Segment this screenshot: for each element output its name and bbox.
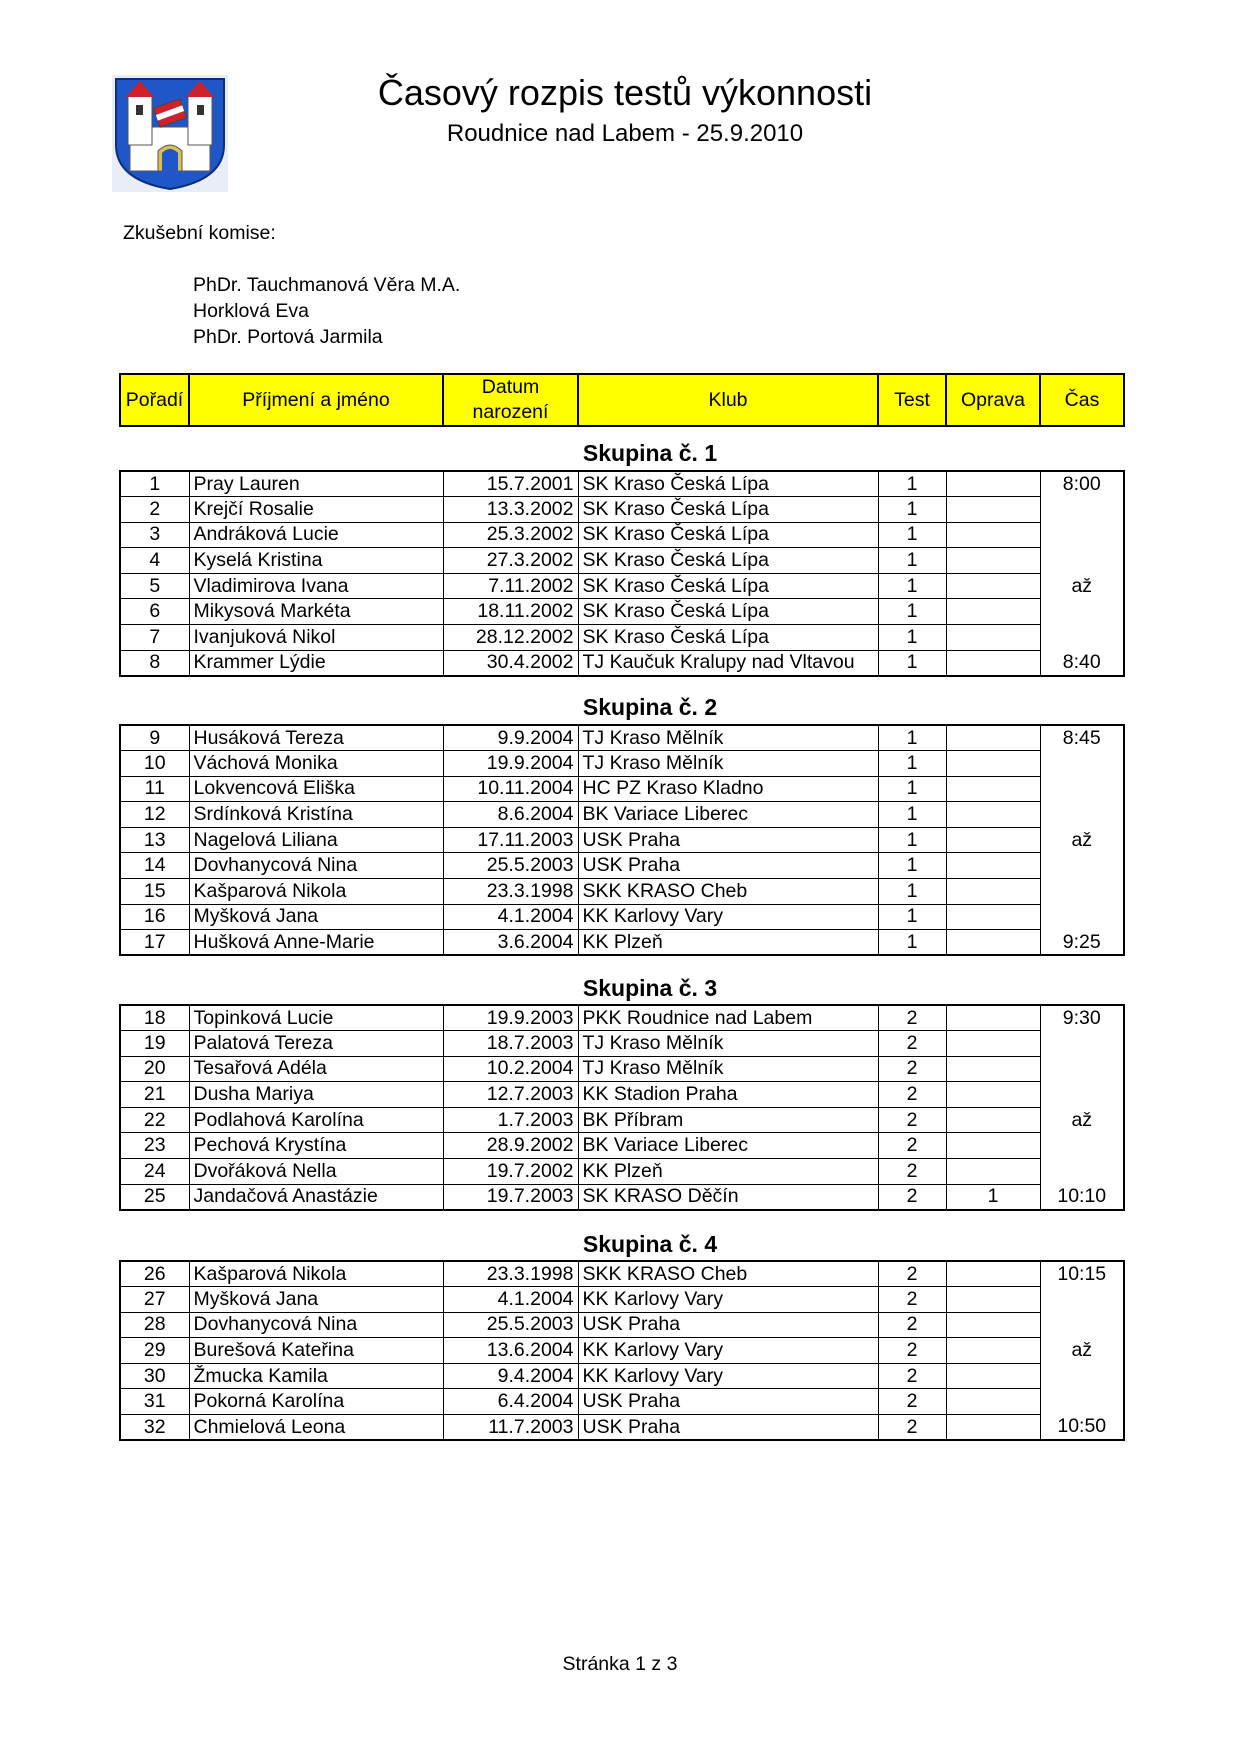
cell-birth-date: 25.5.2003 — [443, 853, 578, 879]
cell-correction — [946, 650, 1040, 676]
cell-correction — [946, 599, 1040, 625]
cell-club: KK Karlovy Vary — [578, 904, 878, 930]
table-row — [120, 1005, 1124, 1031]
cell-correction — [946, 522, 1040, 548]
cell-name: Nagelová Liliana — [189, 827, 443, 853]
commission-member: PhDr. Tauchmanová Věra M.A. — [193, 274, 461, 296]
cell-birth-date: 19.9.2003 — [443, 1005, 578, 1031]
cell-correction — [946, 879, 1040, 905]
cell-birth-date: 18.11.2002 — [443, 599, 578, 625]
cell-name: Kyselá Kristina — [189, 548, 443, 574]
cell-club: SKK KRASO Cheb — [578, 1261, 878, 1287]
cell-time — [1040, 1159, 1124, 1185]
header-time: Čas — [1040, 374, 1124, 426]
header-birth-line2: narození — [472, 401, 549, 423]
cell-order: 27 — [120, 1287, 189, 1313]
cell-name: Myšková Jana — [189, 904, 443, 930]
cell-name: Vladimirova Ivana — [189, 573, 443, 599]
cell-club: SK Kraso Česká Lípa — [578, 522, 878, 548]
table-row — [120, 497, 1124, 523]
cell-test: 2 — [878, 1261, 946, 1287]
table-row — [120, 1287, 1124, 1313]
group-table — [119, 724, 1125, 956]
cell-correction: 1 — [946, 1184, 1040, 1210]
cell-test: 1 — [878, 497, 946, 523]
table-row — [120, 1082, 1124, 1108]
table-row — [120, 650, 1124, 676]
cell-time — [1040, 625, 1124, 651]
cell-test: 2 — [878, 1363, 946, 1389]
cell-time — [1040, 1082, 1124, 1108]
cell-birth-date: 19.7.2003 — [443, 1184, 578, 1210]
cell-time — [1040, 1133, 1124, 1159]
cell-time: 9:30 — [1040, 1005, 1124, 1031]
cell-club: USK Praha — [578, 1312, 878, 1338]
page-number: Stránka 1 z 3 — [562, 1653, 678, 1675]
table-row — [120, 853, 1124, 879]
cell-name: Ivanjuková Nikol — [189, 625, 443, 651]
table-header — [119, 373, 1125, 427]
cell-club: KK Karlovy Vary — [578, 1338, 878, 1364]
cell-test: 1 — [878, 573, 946, 599]
cell-club: USK Praha — [578, 1415, 878, 1441]
cell-order: 24 — [120, 1159, 189, 1185]
cell-order: 7 — [120, 625, 189, 651]
table-row — [120, 904, 1124, 930]
cell-time: 8:45 — [1040, 725, 1124, 751]
cell-birth-date: 23.3.1998 — [443, 879, 578, 905]
cell-correction — [946, 1261, 1040, 1287]
cell-club: SKK KRASO Cheb — [578, 879, 878, 905]
cell-club: SK Kraso Česká Lípa — [578, 548, 878, 574]
cell-order: 3 — [120, 522, 189, 548]
cell-name: Žmucka Kamila — [189, 1363, 443, 1389]
table-row — [120, 522, 1124, 548]
table-row — [120, 599, 1124, 625]
cell-order: 14 — [120, 853, 189, 879]
cell-correction — [946, 853, 1040, 879]
table-row — [120, 1107, 1124, 1133]
cell-order: 30 — [120, 1363, 189, 1389]
cell-name: Andráková Lucie — [189, 522, 443, 548]
cell-name: Krejčí Rosalie — [189, 497, 443, 523]
cell-test: 1 — [878, 930, 946, 956]
cell-time — [1040, 776, 1124, 802]
cell-name: Lokvencová Eliška — [189, 776, 443, 802]
cell-test: 2 — [878, 1133, 946, 1159]
table-row — [120, 802, 1124, 828]
cell-time: až — [1040, 573, 1124, 599]
table-row — [120, 1031, 1124, 1057]
cell-club: SK Kraso Česká Lípa — [578, 471, 878, 497]
table-row — [120, 776, 1124, 802]
cell-time: 8:00 — [1040, 471, 1124, 497]
cell-birth-date: 17.11.2003 — [443, 827, 578, 853]
cell-test: 1 — [878, 650, 946, 676]
cell-correction — [946, 1082, 1040, 1108]
cell-correction — [946, 1056, 1040, 1082]
cell-birth-date: 19.7.2002 — [443, 1159, 578, 1185]
cell-correction — [946, 1287, 1040, 1313]
cell-time — [1040, 1287, 1124, 1313]
cell-name: Podlahová Karolína — [189, 1107, 443, 1133]
group-table — [119, 1260, 1125, 1441]
table-row — [120, 471, 1124, 497]
cell-birth-date: 28.12.2002 — [443, 625, 578, 651]
cell-club: PKK Roudnice nad Labem — [578, 1005, 878, 1031]
table-row — [120, 1133, 1124, 1159]
table-row — [120, 1261, 1124, 1287]
cell-correction — [946, 776, 1040, 802]
cell-order: 9 — [120, 725, 189, 751]
cell-correction — [946, 1338, 1040, 1364]
cell-test: 2 — [878, 1184, 946, 1210]
cell-time: až — [1040, 1338, 1124, 1364]
header-birth-line1: Datum — [481, 376, 540, 398]
cell-time — [1040, 1056, 1124, 1082]
cell-name: Krammer Lýdie — [189, 650, 443, 676]
cell-correction — [946, 1363, 1040, 1389]
header-club: Klub — [578, 374, 878, 426]
table-row — [120, 1312, 1124, 1338]
cell-birth-date: 9.9.2004 — [443, 725, 578, 751]
cell-correction — [946, 1415, 1040, 1441]
cell-name: Pokorná Karolína — [189, 1389, 443, 1415]
header-birth-date — [443, 374, 578, 426]
cell-correction — [946, 497, 1040, 523]
cell-correction — [946, 1005, 1040, 1031]
cell-birth-date: 30.4.2002 — [443, 650, 578, 676]
cell-order: 5 — [120, 573, 189, 599]
cell-birth-date: 4.1.2004 — [443, 904, 578, 930]
cell-name: Pechová Krystína — [189, 1133, 443, 1159]
cell-name: Husáková Tereza — [189, 725, 443, 751]
cell-club: KK Plzeň — [578, 1159, 878, 1185]
cell-birth-date: 23.3.1998 — [443, 1261, 578, 1287]
table-row — [120, 548, 1124, 574]
cell-test: 1 — [878, 548, 946, 574]
cell-club: USK Praha — [578, 827, 878, 853]
cell-time: 8:40 — [1040, 650, 1124, 676]
table-row — [120, 1415, 1124, 1441]
cell-name: Tesařová Adéla — [189, 1056, 443, 1082]
cell-birth-date: 7.11.2002 — [443, 573, 578, 599]
cell-correction — [946, 573, 1040, 599]
cell-time — [1040, 1389, 1124, 1415]
cell-order: 2 — [120, 497, 189, 523]
cell-name: Dovhanycová Nina — [189, 853, 443, 879]
cell-test: 2 — [878, 1056, 946, 1082]
cell-name: Kašparová Nikola — [189, 879, 443, 905]
cell-test: 2 — [878, 1107, 946, 1133]
cell-birth-date: 10.11.2004 — [443, 776, 578, 802]
group-title: Skupina č. 2 — [582, 694, 718, 720]
cell-club: SK Kraso Česká Lípa — [578, 625, 878, 651]
cell-name: Dusha Mariya — [189, 1082, 443, 1108]
cell-name: Topinková Lucie — [189, 1005, 443, 1031]
cell-club: KK Stadion Praha — [578, 1082, 878, 1108]
table-row — [120, 1338, 1124, 1364]
cell-order: 15 — [120, 879, 189, 905]
cell-test: 1 — [878, 827, 946, 853]
cell-time — [1040, 879, 1124, 905]
cell-test: 1 — [878, 853, 946, 879]
cell-order: 10 — [120, 751, 189, 777]
cell-time: 10:15 — [1040, 1261, 1124, 1287]
commission-members — [193, 272, 460, 350]
cell-time — [1040, 599, 1124, 625]
group-title: Skupina č. 1 — [582, 440, 718, 466]
cell-birth-date: 15.7.2001 — [443, 471, 578, 497]
cell-birth-date: 28.9.2002 — [443, 1133, 578, 1159]
page-title: Časový rozpis testů výkonnosti — [377, 72, 873, 113]
cell-birth-date: 19.9.2004 — [443, 751, 578, 777]
cell-time — [1040, 1031, 1124, 1057]
cell-test: 1 — [878, 599, 946, 625]
cell-time — [1040, 802, 1124, 828]
cell-club: SK Kraso Česká Lípa — [578, 599, 878, 625]
cell-order: 4 — [120, 548, 189, 574]
cell-club: USK Praha — [578, 853, 878, 879]
cell-name: Srdínková Kristína — [189, 802, 443, 828]
cell-time: 9:25 — [1040, 930, 1124, 956]
table-row — [120, 625, 1124, 651]
cell-test: 2 — [878, 1031, 946, 1057]
cell-birth-date: 13.6.2004 — [443, 1338, 578, 1364]
cell-name: Mikysová Markéta — [189, 599, 443, 625]
cell-birth-date: 13.3.2002 — [443, 497, 578, 523]
cell-test: 1 — [878, 904, 946, 930]
cell-test: 1 — [878, 776, 946, 802]
cell-birth-date: 18.7.2003 — [443, 1031, 578, 1057]
cell-correction — [946, 1159, 1040, 1185]
cell-test: 1 — [878, 625, 946, 651]
cell-club: TJ Kraso Mělník — [578, 1056, 878, 1082]
cell-test: 2 — [878, 1082, 946, 1108]
group-table — [119, 470, 1125, 677]
table-row — [120, 1159, 1124, 1185]
cell-order: 19 — [120, 1031, 189, 1057]
cell-test: 1 — [878, 802, 946, 828]
cell-birth-date: 25.5.2003 — [443, 1312, 578, 1338]
cell-birth-date: 11.7.2003 — [443, 1415, 578, 1441]
cell-time: až — [1040, 827, 1124, 853]
group-title: Skupina č. 3 — [582, 975, 718, 1001]
cell-order: 21 — [120, 1082, 189, 1108]
cell-club: USK Praha — [578, 1389, 878, 1415]
cell-test: 2 — [878, 1159, 946, 1185]
commission-member: PhDr. Portová Jarmila — [193, 326, 383, 348]
cell-correction — [946, 904, 1040, 930]
cell-correction — [946, 751, 1040, 777]
table-row — [120, 879, 1124, 905]
cell-order: 20 — [120, 1056, 189, 1082]
cell-birth-date: 8.6.2004 — [443, 802, 578, 828]
cell-order: 8 — [120, 650, 189, 676]
cell-order: 25 — [120, 1184, 189, 1210]
cell-birth-date: 10.2.2004 — [443, 1056, 578, 1082]
cell-order: 28 — [120, 1312, 189, 1338]
cell-time — [1040, 1363, 1124, 1389]
cell-time — [1040, 522, 1124, 548]
cell-order: 12 — [120, 802, 189, 828]
cell-correction — [946, 1107, 1040, 1133]
cell-club: KK Karlovy Vary — [578, 1287, 878, 1313]
table-row — [120, 1389, 1124, 1415]
cell-club: SK Kraso Česká Lípa — [578, 573, 878, 599]
city-coat-of-arms-logo — [112, 75, 228, 192]
cell-order: 32 — [120, 1415, 189, 1441]
cell-name: Myšková Jana — [189, 1287, 443, 1313]
cell-name: Palatová Tereza — [189, 1031, 443, 1057]
cell-correction — [946, 802, 1040, 828]
cell-correction — [946, 1133, 1040, 1159]
table-row — [120, 930, 1124, 956]
cell-order: 23 — [120, 1133, 189, 1159]
cell-order: 17 — [120, 930, 189, 956]
cell-club: HC PZ Kraso Kladno — [578, 776, 878, 802]
cell-birth-date: 6.4.2004 — [443, 1389, 578, 1415]
cell-correction — [946, 930, 1040, 956]
cell-birth-date: 4.1.2004 — [443, 1287, 578, 1313]
cell-name: Kašparová Nikola — [189, 1261, 443, 1287]
cell-club: SK KRASO Děčín — [578, 1184, 878, 1210]
cell-name: Dovhanycová Nina — [189, 1312, 443, 1338]
cell-club: KK Karlovy Vary — [578, 1363, 878, 1389]
cell-correction — [946, 548, 1040, 574]
cell-club: TJ Kraso Mělník — [578, 1031, 878, 1057]
cell-test: 2 — [878, 1389, 946, 1415]
cell-test: 1 — [878, 879, 946, 905]
cell-time — [1040, 751, 1124, 777]
header-name: Příjmení a jméno — [189, 374, 443, 426]
cell-order: 29 — [120, 1338, 189, 1364]
cell-test: 1 — [878, 522, 946, 548]
cell-name: Jandačová Anastázie — [189, 1184, 443, 1210]
cell-time — [1040, 1312, 1124, 1338]
cell-club: BK Variace Liberec — [578, 1133, 878, 1159]
cell-name: Chmielová Leona — [189, 1415, 443, 1441]
cell-test: 2 — [878, 1338, 946, 1364]
cell-name: Hušková Anne-Marie — [189, 930, 443, 956]
cell-club: TJ Kaučuk Kralupy nad Vltavou — [578, 650, 878, 676]
cell-birth-date: 25.3.2002 — [443, 522, 578, 548]
cell-time — [1040, 853, 1124, 879]
cell-order: 31 — [120, 1389, 189, 1415]
cell-order: 1 — [120, 471, 189, 497]
cell-time: 10:10 — [1040, 1184, 1124, 1210]
cell-club: KK Plzeň — [578, 930, 878, 956]
cell-club: BK Příbram — [578, 1107, 878, 1133]
cell-test: 2 — [878, 1415, 946, 1441]
cell-order: 26 — [120, 1261, 189, 1287]
cell-order: 11 — [120, 776, 189, 802]
cell-test: 2 — [878, 1005, 946, 1031]
cell-birth-date: 27.3.2002 — [443, 548, 578, 574]
cell-correction — [946, 725, 1040, 751]
cell-birth-date: 12.7.2003 — [443, 1082, 578, 1108]
cell-correction — [946, 1389, 1040, 1415]
cell-test: 2 — [878, 1287, 946, 1313]
cell-club: SK Kraso Česká Lípa — [578, 497, 878, 523]
cell-time: 10:50 — [1040, 1415, 1124, 1441]
page-subtitle: Roudnice nad Labem - 25.9.2010 — [446, 120, 804, 147]
cell-time — [1040, 548, 1124, 574]
cell-correction — [946, 625, 1040, 651]
cell-birth-date: 3.6.2004 — [443, 930, 578, 956]
group-title: Skupina č. 4 — [582, 1231, 718, 1257]
commission-label: Zkušební komise: — [123, 222, 276, 244]
cell-order: 22 — [120, 1107, 189, 1133]
cell-order: 6 — [120, 599, 189, 625]
cell-order: 13 — [120, 827, 189, 853]
commission-member: Horklová Eva — [193, 300, 309, 322]
cell-correction — [946, 471, 1040, 497]
cell-test: 2 — [878, 1312, 946, 1338]
table-row — [120, 725, 1124, 751]
cell-correction — [946, 827, 1040, 853]
cell-order: 16 — [120, 904, 189, 930]
cell-name: Dvořáková Nella — [189, 1159, 443, 1185]
table-row — [120, 1363, 1124, 1389]
cell-birth-date: 1.7.2003 — [443, 1107, 578, 1133]
cell-time — [1040, 904, 1124, 930]
cell-test: 1 — [878, 725, 946, 751]
cell-name: Burešová Kateřina — [189, 1338, 443, 1364]
cell-club: TJ Kraso Mělník — [578, 725, 878, 751]
cell-time: až — [1040, 1107, 1124, 1133]
cell-club: TJ Kraso Mělník — [578, 751, 878, 777]
cell-test: 1 — [878, 751, 946, 777]
cell-correction — [946, 1031, 1040, 1057]
cell-correction — [946, 1312, 1040, 1338]
cell-club: BK Variace Liberec — [578, 802, 878, 828]
cell-name: Pray Lauren — [189, 471, 443, 497]
table-row — [120, 827, 1124, 853]
table-row — [120, 573, 1124, 599]
group-table — [119, 1004, 1125, 1211]
header-order: Pořadí — [120, 374, 189, 426]
cell-test: 1 — [878, 471, 946, 497]
header-test: Test — [878, 374, 946, 426]
cell-order: 18 — [120, 1005, 189, 1031]
table-row — [120, 1184, 1124, 1210]
cell-time — [1040, 497, 1124, 523]
cell-name: Váchová Monika — [189, 751, 443, 777]
header-correction: Oprava — [946, 374, 1040, 426]
table-row — [120, 751, 1124, 777]
table-row — [120, 1056, 1124, 1082]
cell-birth-date: 9.4.2004 — [443, 1363, 578, 1389]
